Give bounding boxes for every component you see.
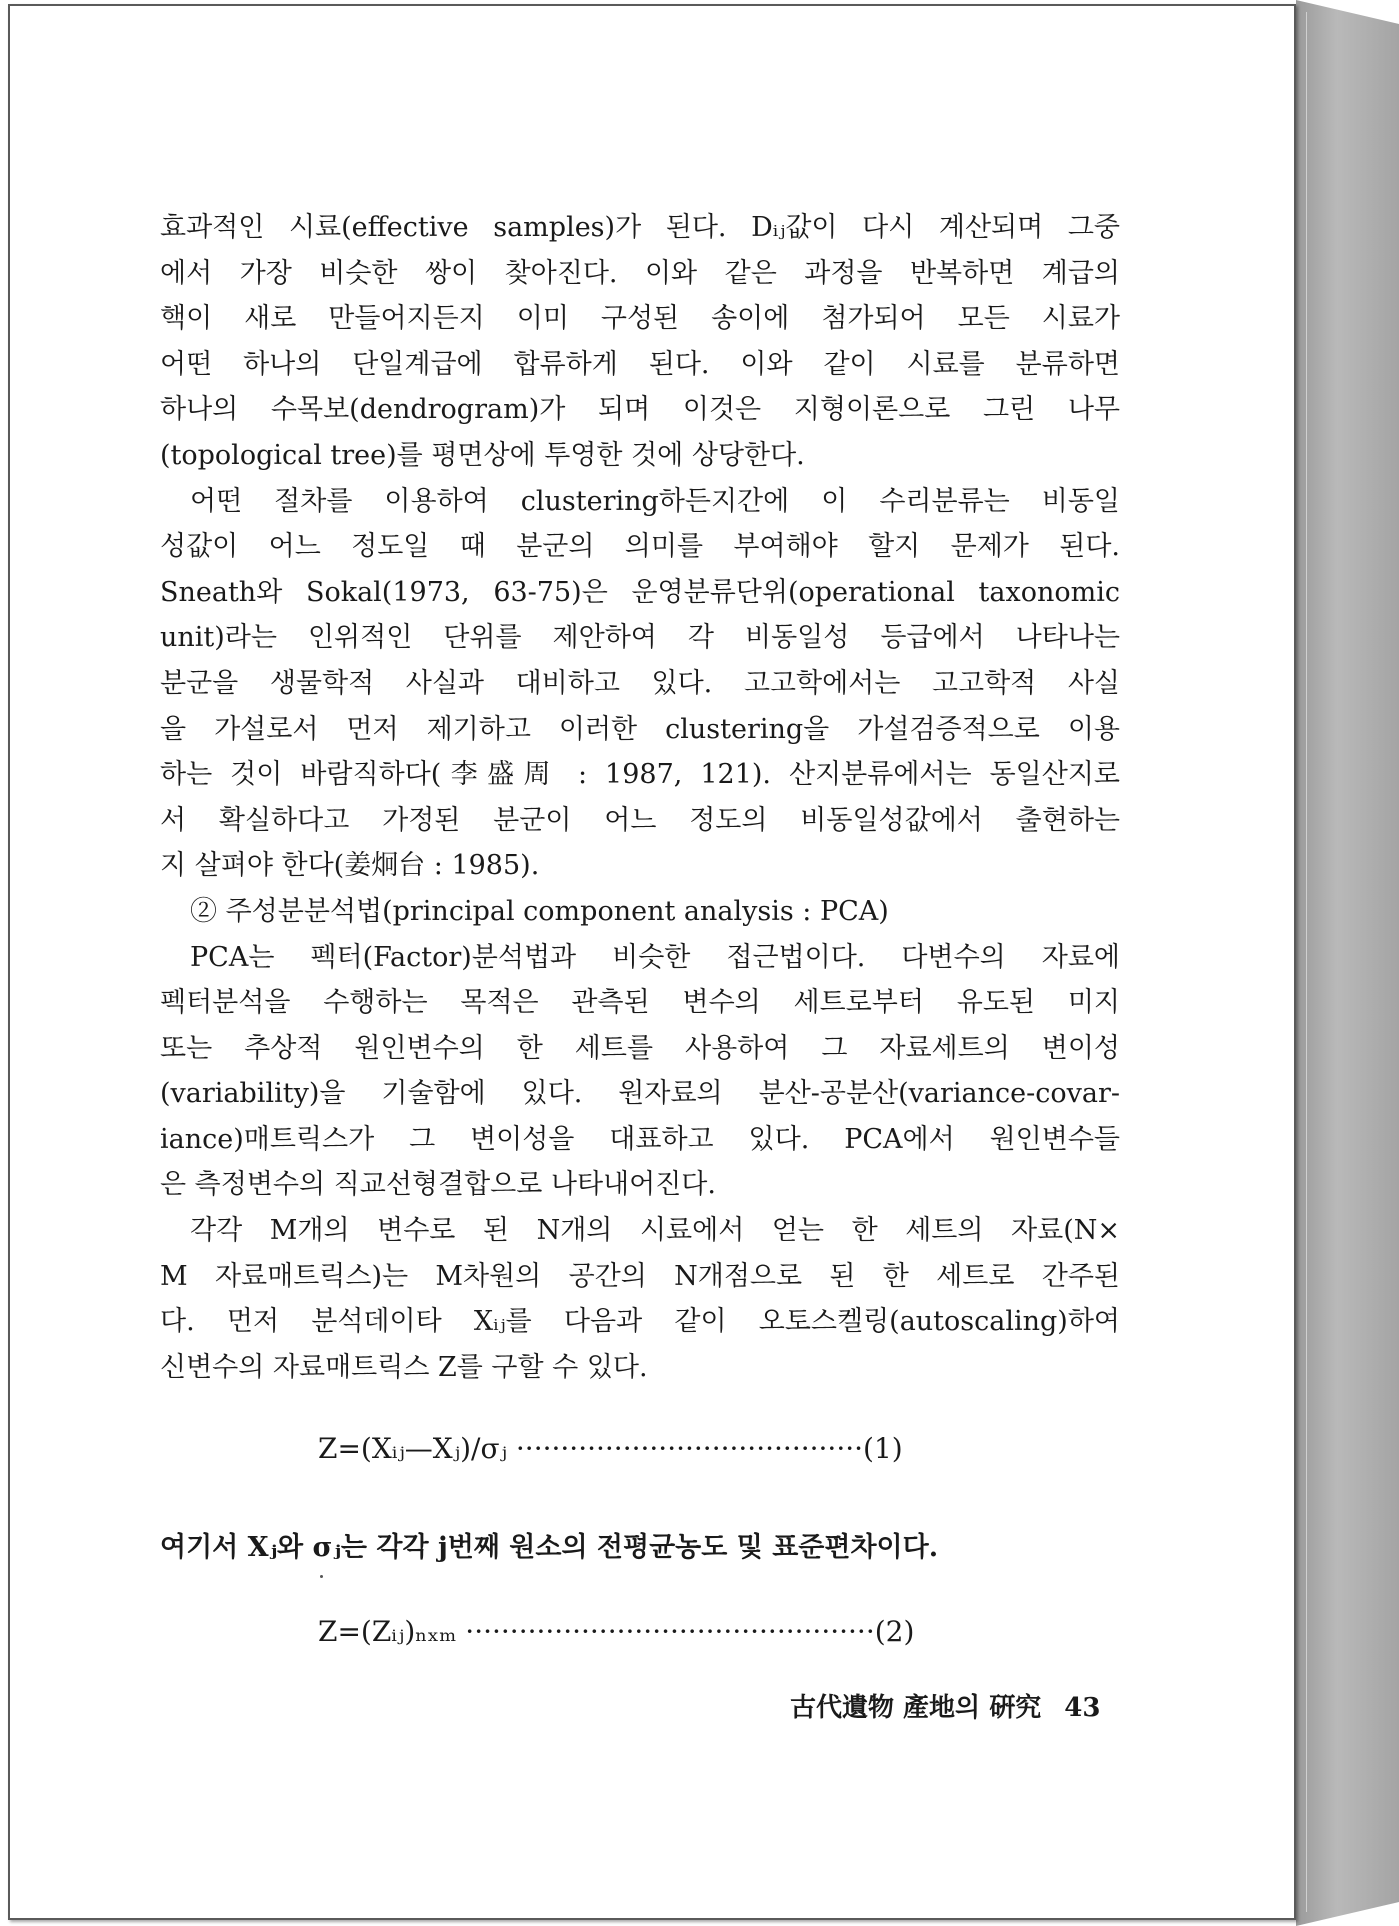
text-line: 어떤 절차를 이용하여 clustering하든지간에 이 수리분류는 비동일 [190, 485, 1120, 517]
text-line: PCA는 펙터(Factor)분석법과 비슷한 접근법이다. 다변수의 자료에 [190, 941, 1120, 973]
text-line: 펙터분석을 수행하는 목적은 관측된 변수의 세트로부터 유도된 미지 [160, 987, 1120, 1019]
text-line: 신변수의 자료매트릭스 Z를 구할 수 있다. [160, 1351, 648, 1383]
book-edge-highlight [1306, 12, 1307, 1912]
text-line: 에서 가장 비슷한 쌍이 찾아진다. 이와 같은 과정을 반복하면 계급의 [160, 257, 1120, 289]
text-line: 분군을 생물학적 사실과 대비하고 있다. 고고학에서는 고고학적 사실 [160, 667, 1120, 699]
book-edge [1296, 0, 1399, 1926]
equation-explanation: 여기서 Xⱼ와 σⱼ는 각각 j번째 원소의 전평균농도 및 표준편차이다. [160, 1532, 939, 1563]
text-line: M 자료매트릭스)는 M차원의 공간의 N개점으로 된 한 세트로 간주된 [160, 1260, 1120, 1292]
text-line: 효과적인 시료(effective samples)가 된다. Dᵢⱼ값이 다시 계산되며 그중 [160, 212, 1120, 243]
text-line: Sneath와 Sokal(1973, 63-75)은 운영분류단위(operational taxonomic [160, 576, 1120, 608]
text-line: 서 확실하다고 가정된 분군이 어느 정도의 비동일성값에서 출현하는 [160, 804, 1120, 836]
text-line: unit)라는 인위적인 단위를 제안하여 각 비동일성 등급에서 나타나는 [160, 622, 1120, 654]
text-line: 핵이 새로 만들어지든지 이미 구성된 송이에 첨가되어 모든 시료가 [160, 303, 1120, 335]
section-heading: ② 주성분분석법(principal component analysis : PCA) [190, 895, 889, 927]
text-line: 하는 것이 바람직하다(李盛周 : 1987, 121). 산지분류에서는 동일산지로 [160, 759, 1120, 791]
text-line: 또는 추상적 원인변수의 한 세트를 사용하여 그 자료세트의 변이성 [160, 1032, 1120, 1064]
equation-1: Z=(Xᵢⱼ—Xⱼ)/σⱼ ·······································(1) [318, 1432, 903, 1465]
equation-2: Z=(Zᵢⱼ)ₙₓₘ ··············································(2) [318, 1615, 915, 1648]
text-line: 다. 먼저 분석데이타 Xᵢⱼ를 다음과 같이 오토스켈링(autoscaling)하여 [160, 1306, 1120, 1338]
text-line: iance)매트릭스가 그 변이성을 대표하고 있다. PCA에서 원인변수들 [160, 1123, 1120, 1155]
text-line: 하나의 수목보(dendrogram)가 되며 이것은 지형이론으로 그린 나무 [160, 394, 1120, 426]
text-line: 어떤 하나의 단일계급에 합류하게 된다. 이와 같이 시료를 분류하면 [160, 348, 1120, 380]
text-line: 은 측정변수의 직교선형결합으로 나타내어진다. [160, 1169, 716, 1201]
stray-dot [320, 1575, 323, 1578]
text-line: 지 살펴야 한다(姜炯台 : 1985). [160, 850, 540, 882]
text-line: 각각 M개의 변수로 된 N개의 시료에서 얻는 한 세트의 자료(N× [190, 1215, 1120, 1247]
text-line: (topological tree)를 평면상에 투영한 것에 상당한다. [160, 439, 805, 471]
body-text [160, 205, 1120, 1390]
text-line: 성값이 어느 정도일 때 분군의 의미를 부여해야 할지 문제가 된다. [160, 531, 1120, 563]
text-line: (variability)을 기술함에 있다. 원자료의 분산-공분산(variance-covar- [160, 1078, 1120, 1110]
text-line: 을 가설로서 먼저 제기하고 이러한 clustering을 가설검증적으로 이용 [160, 713, 1120, 745]
page-footer [790, 1687, 1100, 1724]
page-number: 43 [1064, 1693, 1101, 1723]
running-title: 古代遺物 產地의 硏究 [790, 1693, 1042, 1723]
